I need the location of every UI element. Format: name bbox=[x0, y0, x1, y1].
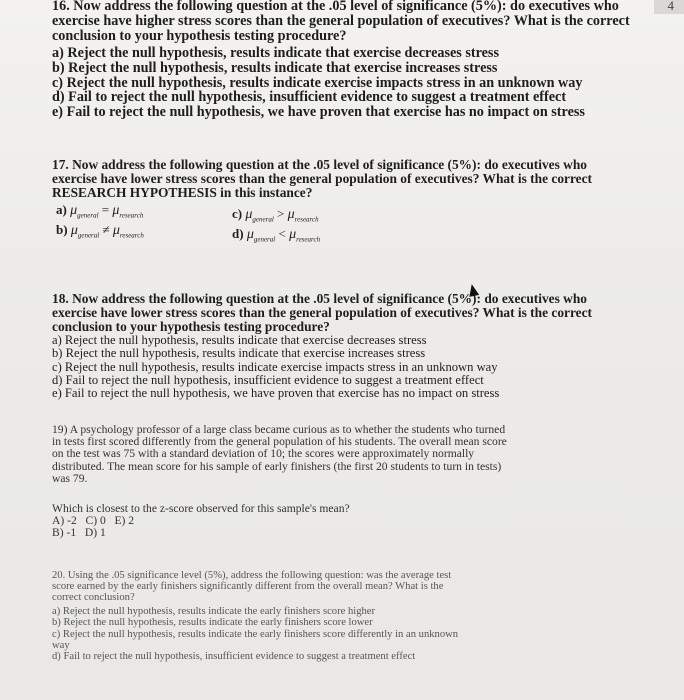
question-prompt: Which is closest to the z-score observed for this sample's mean? bbox=[52, 501, 350, 515]
hypothesis-choices bbox=[52, 200, 654, 244]
choice-a[interactable]: a) $\mu_{general} = \mu_{research}$ bbox=[56, 202, 144, 220]
answer-option[interactable]: a) Reject the null hypothesis, results indicate that exercise decreases stress bbox=[52, 333, 427, 348]
question-text: 20. Using the .05 significance level (5%), address the following question: was the average test bbox=[52, 570, 452, 581]
question-text: RESEARCH HYPOTHESIS in this instance? bbox=[52, 185, 313, 201]
question-text: exercise have lower stress scores than the general population of executives? What is the correct bbox=[52, 305, 592, 321]
question-text: 16. Now address the following question at the .05 level of significance (5%): do executives who bbox=[52, 0, 619, 14]
question-17 bbox=[52, 157, 654, 244]
question-text: 17. Now address the following question at the .05 level of significance (5%): do executives who bbox=[52, 157, 587, 172]
answer-option[interactable]: d) Fail to reject the null hypothesis, insufficient evidence to suggest a treatment effect bbox=[52, 650, 416, 662]
answer-option[interactable]: d) Fail to reject the null hypothesis, insufficient evidence to suggest a treatment effect bbox=[52, 372, 484, 387]
page-corner bbox=[654, 0, 684, 14]
question-text: on the test was 75 with a standard deviation of 10; the scores were approximately normally bbox=[52, 447, 475, 461]
question-19 bbox=[52, 424, 654, 539]
question-text: was 79. bbox=[52, 471, 88, 485]
answer-option[interactable]: b) Reject the null hypothesis, results indicate that exercise increases stress bbox=[52, 346, 426, 361]
question-text: distributed. The mean score for his sample of early finishers (the first 20 students to turn in tests) bbox=[52, 459, 502, 473]
answer-option[interactable]: c) Reject the null hypothesis, results indicate exercise impacts stress in an unknown way bbox=[52, 74, 583, 91]
answer-option[interactable]: a) Reject the null hypothesis, results indicate the early finishers score higher bbox=[52, 606, 376, 618]
question-text: 18. Now address the following question at the .05 level of significance (5%): do executives who bbox=[52, 291, 587, 306]
choice-d[interactable]: d) $\mu_{general} < \mu_{research}$ bbox=[232, 226, 321, 244]
answer-option[interactable]: b) Reject the null hypothesis, results indicate that exercise increases stress bbox=[52, 59, 498, 76]
choice-b[interactable]: b) $\mu_{general} \ne \mu_{research}$ bbox=[56, 222, 144, 240]
answer-option[interactable]: d) Fail to reject the null hypothesis, insufficient evidence to suggest a treatment effect bbox=[52, 89, 567, 106]
choice-c[interactable]: c) $\mu_{general} > \mu_{research}$ bbox=[232, 206, 319, 224]
question-20 bbox=[52, 570, 654, 662]
answer-option[interactable]: e) Fail to reject the null hypothesis, we have proven that exercise has no impact on stress bbox=[52, 104, 585, 121]
question-text: conclusion to your hypothesis testing procedure? bbox=[52, 27, 347, 44]
answer-option[interactable]: c) Reject the null hypothesis, results indicate the early finishers score differently in an unknown bbox=[52, 628, 459, 640]
answer-option[interactable]: c) Reject the null hypothesis, results indicate exercise impacts stress in an unknown way bbox=[52, 359, 498, 374]
question-text: 19) A psychology professor of a large class became curious as to whether the students who turned bbox=[52, 423, 506, 436]
answer-option-continued: way bbox=[52, 639, 70, 651]
answer-option[interactable]: b) Reject the null hypothesis, results indicate the early finishers score lower bbox=[52, 617, 373, 629]
answer-choices[interactable]: B) -1 D) 1 bbox=[52, 526, 106, 540]
question-16 bbox=[52, 0, 654, 120]
question-18 bbox=[52, 292, 654, 400]
question-text: conclusion to your hypothesis testing procedure? bbox=[52, 319, 330, 335]
question-text: exercise have lower stress scores than the general population of executives? What is the correct bbox=[52, 171, 592, 187]
answer-option[interactable]: a) Reject the null hypothesis, results indicate that exercise decreases stress bbox=[52, 44, 499, 61]
page-number: 4 bbox=[667, 0, 674, 13]
answer-option[interactable]: e) Fail to reject the null hypothesis, we have proven that exercise has no impact on stress bbox=[52, 386, 500, 401]
question-text: in tests first scored differently from the general population of his students. The overall mean score bbox=[52, 435, 507, 449]
question-text: score earned by the early finishers significantly different from the overall mean? What is the bbox=[52, 581, 444, 593]
question-text: correct conclusion? bbox=[52, 592, 135, 604]
question-text: exercise have higher stress scores than the general population of executives? What is the correct bbox=[52, 12, 630, 29]
mouse-cursor-icon bbox=[467, 283, 479, 297]
answer-choices[interactable]: A) -2 C) 0 E) 2 bbox=[52, 514, 135, 528]
